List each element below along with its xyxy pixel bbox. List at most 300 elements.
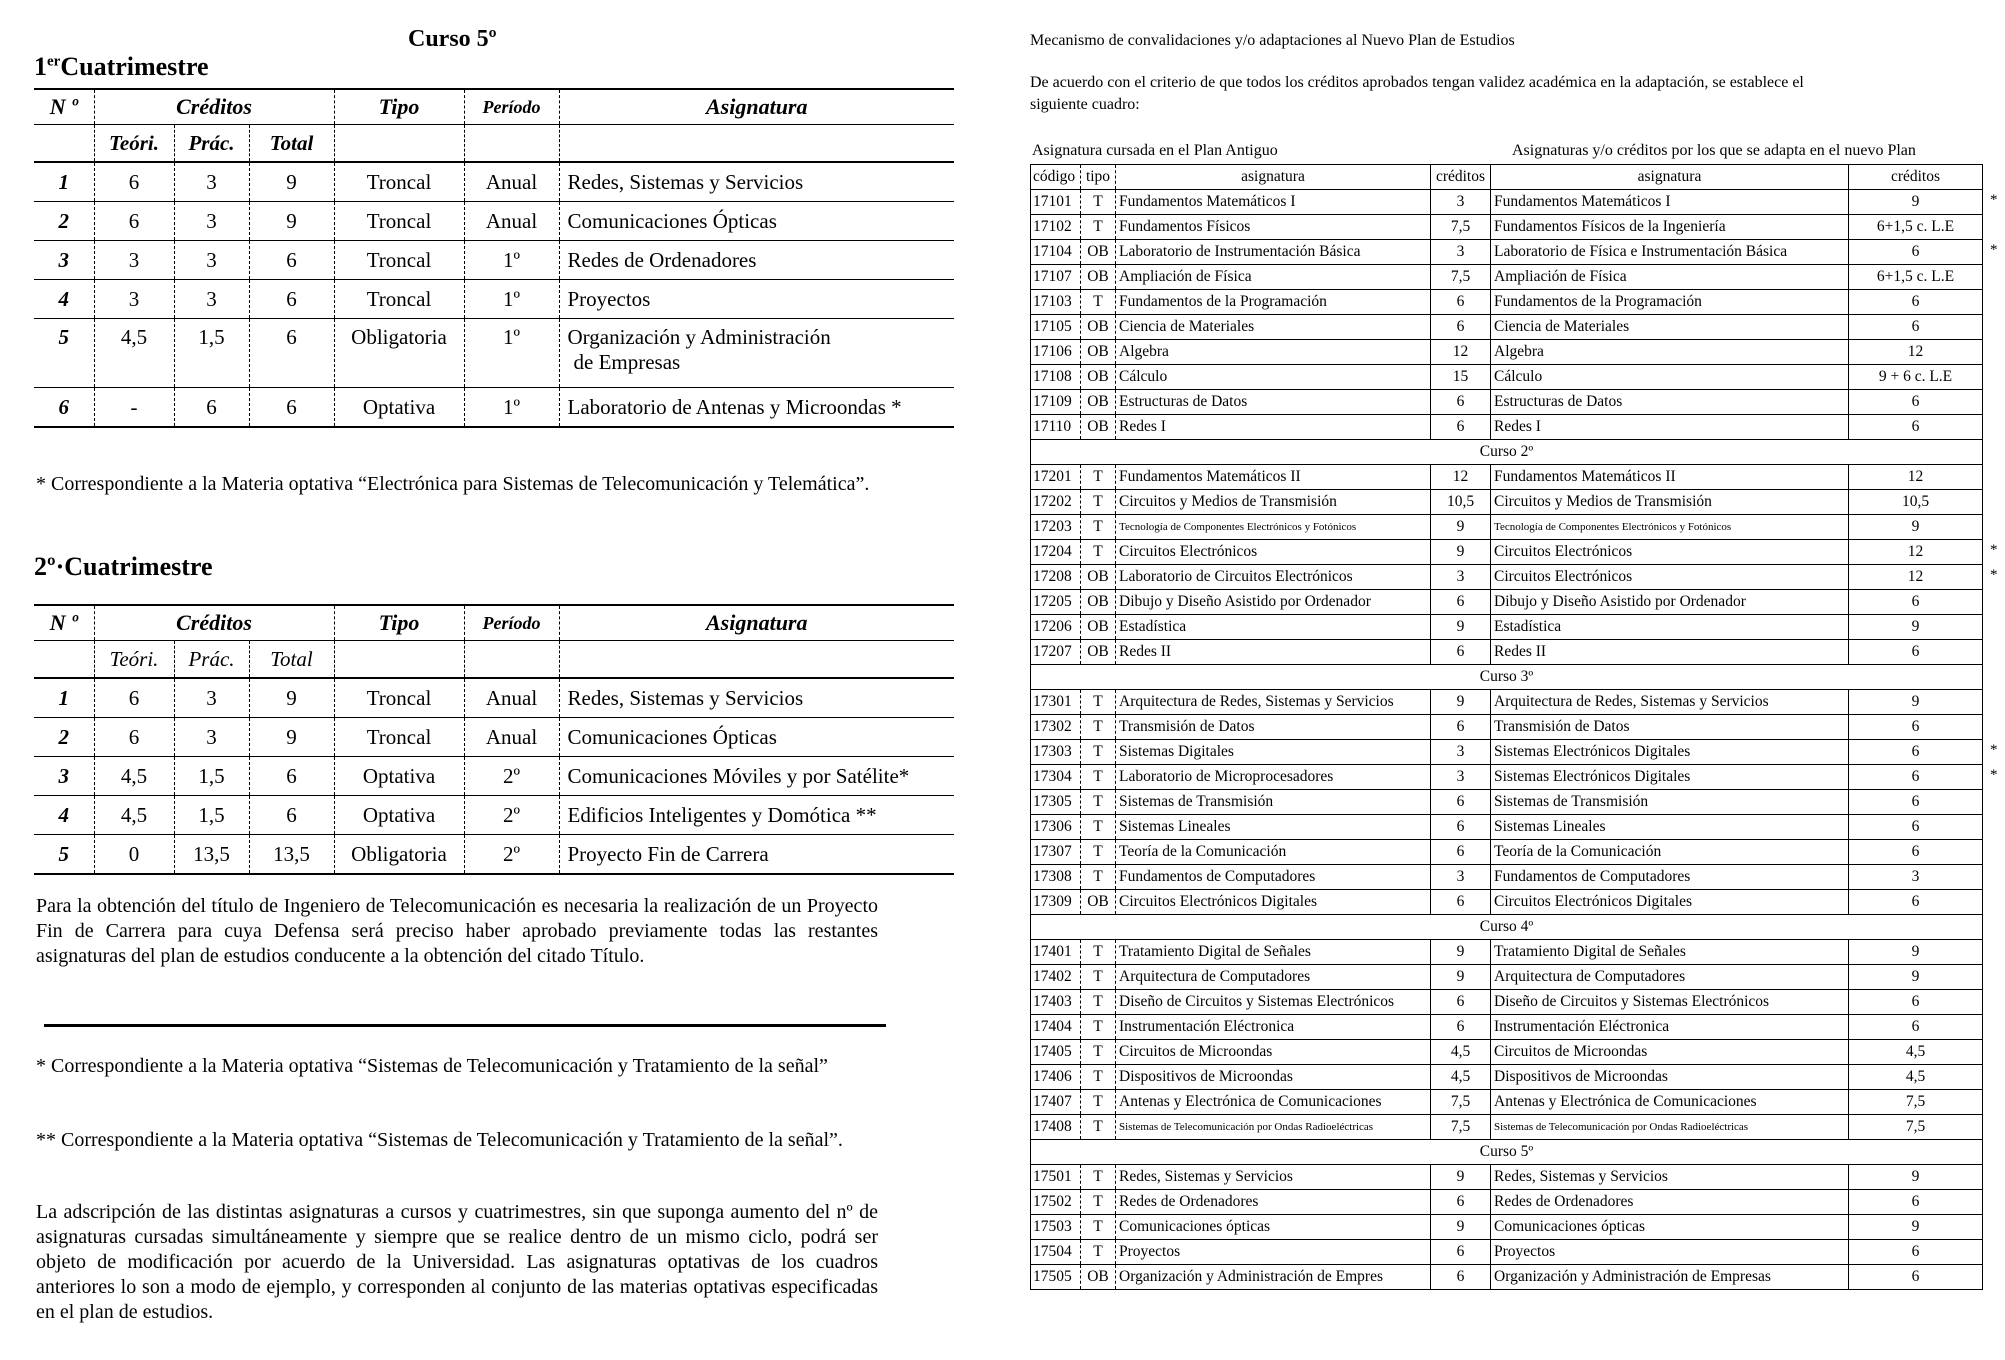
new-credits: 6 (1849, 990, 1983, 1015)
tipo-value: Troncal (334, 718, 464, 757)
new-credits: 6 (1849, 765, 1983, 790)
code-value: 17110 (1031, 415, 1081, 440)
table-row (1031, 1040, 1983, 1065)
new-subject: Redes de Ordenadores (1491, 1190, 1849, 1215)
old-credits: 6 (1431, 590, 1491, 615)
old-subject: Fundamentos de Computadores (1116, 865, 1431, 890)
old-subject: Sistemas Lineales (1116, 815, 1431, 840)
new-subject: Sistemas Lineales (1491, 815, 1849, 840)
total-value: 9 (249, 202, 334, 241)
old-credits: 3 (1431, 565, 1491, 590)
new-subject: Redes II (1491, 640, 1849, 665)
old-credits: 6 (1431, 890, 1491, 915)
tipo-value: T (1081, 465, 1116, 490)
table-row (1031, 790, 1983, 815)
col-codigo: código (1031, 165, 1081, 190)
asignatura-line: Proyectos (567, 286, 651, 311)
tipo-value: T (1081, 815, 1116, 840)
table-row (1031, 1265, 1983, 1290)
code-value: 17404 (1031, 1015, 1081, 1040)
new-subject: Transmisión de Datos (1491, 715, 1849, 740)
new-credits: 6+1,5 c. L.E (1849, 265, 1983, 290)
table-row (1031, 840, 1983, 865)
col-asignatura: Asignatura (559, 89, 954, 125)
new-credits: 12 (1849, 540, 1983, 565)
code-value: 17401 (1031, 940, 1081, 965)
tipo-value: T (1081, 840, 1116, 865)
code-value: 17305 (1031, 790, 1081, 815)
asignatura-line: Redes de Ordenadores (567, 247, 757, 272)
tipo-value: T (1081, 690, 1116, 715)
tipo-value: T (1081, 1090, 1116, 1115)
new-subject: Redes, Sistemas y Servicios (1491, 1165, 1849, 1190)
old-credits: 9 (1431, 615, 1491, 640)
tipo-value: T (1081, 1040, 1116, 1065)
new-subject: Fundamentos Físicos de la Ingeniería (1491, 215, 1849, 240)
code-value: 17103 (1031, 290, 1081, 315)
new-credits: 9 (1849, 940, 1983, 965)
new-subject: Tratamiento Digital de Señales (1491, 940, 1849, 965)
old-plan-heading: Asignatura cursada en el Plan Antiguo (1032, 142, 1278, 159)
new-subject: Estadística (1491, 615, 1849, 640)
old-subject: Sistemas de Telecomunicación por Ondas Radioeléctricas (1116, 1115, 1431, 1140)
old-subject: Circuitos Electrónicos (1116, 540, 1431, 565)
old-credits: 6 (1431, 290, 1491, 315)
tipo-value: Optativa (334, 796, 464, 835)
prac-value: 3 (174, 718, 249, 757)
teori-value: 0 (94, 835, 174, 875)
code-value: 17407 (1031, 1090, 1081, 1115)
tipo-value: OB (1081, 415, 1116, 440)
tipo-value: T (1081, 540, 1116, 565)
tipo-value: OB (1081, 315, 1116, 340)
old-credits: 9 (1431, 965, 1491, 990)
code-value: 17201 (1031, 465, 1081, 490)
tipo-value: Optativa (334, 388, 464, 428)
code-value: 17206 (1031, 615, 1081, 640)
new-subject: Teoría de la Comunicación (1491, 840, 1849, 865)
semester-1-word: Cuatrimestre (60, 52, 209, 81)
table-row (1031, 190, 1983, 215)
table-row (34, 388, 954, 428)
table-row (1031, 1240, 1983, 1265)
table-row (1031, 715, 1983, 740)
asignatura-value (559, 319, 954, 388)
table-row (34, 835, 954, 875)
code-value: 17205 (1031, 590, 1081, 615)
old-credits: 9 (1431, 1215, 1491, 1240)
periodo-value: 1º (464, 388, 559, 428)
prac-value: 3 (174, 678, 249, 718)
tipo-value: T (1081, 740, 1116, 765)
new-subject: Circuitos Electrónicos (1491, 540, 1849, 565)
old-subject: Arquitectura de Redes, Sistemas y Servicios (1116, 690, 1431, 715)
code-value: 17304 (1031, 765, 1081, 790)
old-subject: Ampliación de Física (1116, 265, 1431, 290)
tipo-value: T (1081, 865, 1116, 890)
old-subject: Redes I (1116, 415, 1431, 440)
new-credits: 6 (1849, 815, 1983, 840)
old-subject: Estructuras de Datos (1116, 390, 1431, 415)
new-credits: 6 (1849, 290, 1983, 315)
old-credits: 6 (1431, 715, 1491, 740)
tipo-value: OB (1081, 390, 1116, 415)
teori-value: 6 (94, 202, 174, 241)
code-value: 17309 (1031, 890, 1081, 915)
asignatura-line: Organización y Administración (567, 325, 831, 349)
old-subject: Transmisión de Datos (1116, 715, 1431, 740)
new-credits: 4,5 (1849, 1065, 1983, 1090)
new-subject: Algebra (1491, 340, 1849, 365)
table-row (1031, 365, 1983, 390)
new-subject: Antenas y Electrónica de Comunicaciones (1491, 1090, 1849, 1115)
new-subject: Laboratorio de Física e Instrumentación Básica (1491, 240, 1849, 265)
asterisk-mark: * (1990, 242, 1998, 258)
old-subject: Antenas y Electrónica de Comunicaciones (1116, 1090, 1431, 1115)
old-subject: Estadística (1116, 615, 1431, 640)
new-credits: 9 (1849, 190, 1983, 215)
old-credits: 7,5 (1431, 1115, 1491, 1140)
asterisk-mark: * (1990, 742, 1998, 758)
old-credits: 12 (1431, 465, 1491, 490)
periodo-value: 1º (464, 241, 559, 280)
col-periodo: Período (464, 605, 559, 641)
col-no: N º (34, 89, 94, 125)
old-subject: Fundamentos de la Programación (1116, 290, 1431, 315)
col-periodo: Período (464, 89, 559, 125)
row-number: 2 (34, 202, 94, 241)
col-creditos: Créditos (94, 605, 334, 641)
teori-value: 6 (94, 678, 174, 718)
old-credits: 9 (1431, 515, 1491, 540)
code-value: 17503 (1031, 1215, 1081, 1240)
new-subject: Circuitos de Microondas (1491, 1040, 1849, 1065)
table-row (34, 280, 954, 319)
old-credits: 7,5 (1431, 1090, 1491, 1115)
old-subject: Fundamentos Matemáticos I (1116, 190, 1431, 215)
old-credits: 3 (1431, 765, 1491, 790)
old-credits: 6 (1431, 790, 1491, 815)
new-credits: 6 (1849, 415, 1983, 440)
row-number: 5 (34, 319, 94, 388)
new-credits: 6 (1849, 590, 1983, 615)
asignatura-value (559, 280, 954, 319)
table-row (1031, 690, 1983, 715)
prac-value: 6 (174, 388, 249, 428)
code-value: 17405 (1031, 1040, 1081, 1065)
row-number: 5 (34, 835, 94, 875)
tipo-value: T (1081, 965, 1116, 990)
tipo-value: T (1081, 765, 1116, 790)
course-title: Curso 5º (408, 26, 497, 52)
code-value: 17501 (1031, 1165, 1081, 1190)
old-subject: Dibujo y Diseño Asistido por Ordenador (1116, 590, 1431, 615)
teori-value: 3 (94, 280, 174, 319)
new-credits: 6 (1849, 840, 1983, 865)
new-plan-heading: Asignaturas y/o créditos por los que se adapta en el nuevo Plan (1512, 142, 1916, 159)
tipo-value: T (1081, 715, 1116, 740)
new-credits: 6 (1849, 790, 1983, 815)
tipo-value: OB (1081, 565, 1116, 590)
tipo-value: OB (1081, 265, 1116, 290)
tipo-value: OB (1081, 1265, 1116, 1290)
old-credits: 12 (1431, 340, 1491, 365)
semester-2-word: Cuatrimestre (64, 552, 213, 581)
asignatura-line: Comunicaciones Ópticas (567, 208, 777, 233)
new-subject: Fundamentos de Computadores (1491, 865, 1849, 890)
old-credits: 3 (1431, 240, 1491, 265)
asignatura-value (559, 796, 954, 835)
periodo-value: Anual (464, 162, 559, 202)
table-row (34, 241, 954, 280)
code-value: 17207 (1031, 640, 1081, 665)
section-divider (44, 1024, 886, 1027)
tipo-value: T (1081, 1240, 1116, 1265)
prac-value: 13,5 (174, 835, 249, 875)
col-tipo: Tipo (334, 89, 464, 125)
tipo-value: T (1081, 940, 1116, 965)
periodo-value: 1º (464, 280, 559, 319)
col-teori: Teóri. (94, 641, 174, 679)
asignatura-value (559, 757, 954, 796)
col-creditos: créditos (1431, 165, 1491, 190)
table-row (1031, 865, 1983, 890)
code-value: 17102 (1031, 215, 1081, 240)
convalidation-title: Mecanismo de convalidaciones y/o adaptaciones al Nuevo Plan de Estudios (1030, 32, 1515, 49)
old-credits: 7,5 (1431, 265, 1491, 290)
teori-value: 4,5 (94, 796, 174, 835)
col-total: Total (249, 641, 334, 679)
table-row (1031, 390, 1983, 415)
tipo-value: Optativa (334, 757, 464, 796)
asignatura-value (559, 718, 954, 757)
total-value: 13,5 (249, 835, 334, 875)
old-credits: 10,5 (1431, 490, 1491, 515)
asignatura-line-2: de Empresas (573, 350, 681, 374)
tipo-value: T (1081, 1165, 1116, 1190)
tipo-value: T (1081, 1065, 1116, 1090)
footnote-2: * Correspondiente a la Materia optativa “Sistemas de Telecomunicación y Tratamiento de la señal” (36, 1055, 828, 1077)
old-subject: Proyectos (1116, 1240, 1431, 1265)
old-subject: Ciencia de Materiales (1116, 315, 1431, 340)
new-subject: Circuitos Electrónicos (1491, 565, 1849, 590)
old-subject: Organización y Administración de Empres (1116, 1265, 1431, 1290)
tipo-value: T (1081, 1015, 1116, 1040)
asignatura-line: Edificios Inteligentes y Domótica ** (567, 802, 877, 827)
table-row (1031, 240, 1983, 265)
row-number: 1 (34, 162, 94, 202)
new-credits: 9 (1849, 515, 1983, 540)
new-subject: Estructuras de Datos (1491, 390, 1849, 415)
old-subject: Instrumentación Eléctronica (1116, 1015, 1431, 1040)
row-number: 3 (34, 241, 94, 280)
col-prac: Prác. (174, 641, 249, 679)
course-section-row (1031, 665, 1983, 690)
teori-value: 6 (94, 718, 174, 757)
old-subject: Comunicaciones ópticas (1116, 1215, 1431, 1240)
new-subject: Fundamentos Matemáticos II (1491, 465, 1849, 490)
table-row (1031, 765, 1983, 790)
new-subject: Instrumentación Eléctronica (1491, 1015, 1849, 1040)
new-subject: Dispositivos de Microondas (1491, 1065, 1849, 1090)
new-subject: Dibujo y Diseño Asistido por Ordenador (1491, 590, 1849, 615)
old-subject: Redes II (1116, 640, 1431, 665)
new-subject: Proyectos (1491, 1240, 1849, 1265)
new-credits: 6 (1849, 1240, 1983, 1265)
new-subject: Fundamentos de la Programación (1491, 290, 1849, 315)
asterisk-mark: * (1990, 542, 1998, 558)
new-subject: Cálculo (1491, 365, 1849, 390)
old-subject: Arquitectura de Computadores (1116, 965, 1431, 990)
teori-value: 6 (94, 162, 174, 202)
old-credits: 6 (1431, 1015, 1491, 1040)
semester-2-table (34, 604, 954, 875)
tipo-value: T (1081, 1215, 1116, 1240)
old-subject: Tratamiento Digital de Señales (1116, 940, 1431, 965)
old-subject: Diseño de Circuitos y Sistemas Electrónicos (1116, 990, 1431, 1015)
asignatura-value (559, 202, 954, 241)
new-credits: 6 (1849, 390, 1983, 415)
table-row (1031, 1190, 1983, 1215)
old-credits: 6 (1431, 1190, 1491, 1215)
code-value: 17104 (1031, 240, 1081, 265)
table-row (1031, 315, 1983, 340)
col-no: N º (34, 605, 94, 641)
prac-value: 1,5 (174, 319, 249, 388)
row-number: 6 (34, 388, 94, 428)
col-creditos-nuevos: créditos (1849, 165, 1983, 190)
asignatura-value (559, 388, 954, 428)
code-value: 17505 (1031, 1265, 1081, 1290)
row-number: 3 (34, 757, 94, 796)
new-subject: Arquitectura de Redes, Sistemas y Servicios (1491, 690, 1849, 715)
tipo-value: OB (1081, 240, 1116, 265)
new-credits: 6 (1849, 715, 1983, 740)
new-credits: 6+1,5 c. L.E (1849, 215, 1983, 240)
asignatura-line: Proyecto Fin de Carrera (567, 841, 769, 866)
adscripcion-paragraph: La adscripción de las distintas asignaturas a cursos y cuatrimestres, sin que suponga aumento del nº de asignaturas cursadas simultáneamente y siempre que se realice dentro de un mismo ciclo, podrá ser objeto de modificación por acuerdo de la Universidad. Las asignaturas optativas de los cuadros anteriores lo son a modo de ejemplo, y corresponden al conjunto de las materias optativas especificadas en el plan de estudios. (36, 1201, 878, 1323)
prac-value: 3 (174, 202, 249, 241)
new-credits: 6 (1849, 1265, 1983, 1290)
semester-2-title: 2º·Cuatrimestre (34, 552, 213, 581)
new-subject: Circuitos Electrónicos Digitales (1491, 890, 1849, 915)
table-row (1031, 890, 1983, 915)
old-credits: 6 (1431, 1265, 1491, 1290)
teori-value: 3 (94, 241, 174, 280)
code-value: 17203 (1031, 515, 1081, 540)
asignatura-line: Redes, Sistemas y Servicios (567, 169, 804, 194)
old-subject: Laboratorio de Instrumentación Básica (1116, 240, 1431, 265)
code-value: 17307 (1031, 840, 1081, 865)
new-credits: 9 (1849, 965, 1983, 990)
new-subject: Sistemas Electrónicos Digitales (1491, 765, 1849, 790)
old-credits: 6 (1431, 990, 1491, 1015)
row-number: 4 (34, 796, 94, 835)
total-value: 6 (249, 757, 334, 796)
new-subject: Organización y Administración de Empresas (1491, 1265, 1849, 1290)
semester-1-title (34, 52, 209, 82)
table-row (1031, 415, 1983, 440)
table-row (34, 202, 954, 241)
old-credits: 9 (1431, 690, 1491, 715)
table-header-row (34, 605, 954, 641)
periodo-value: 2º (464, 796, 559, 835)
total-value: 6 (249, 319, 334, 388)
table-row (34, 718, 954, 757)
convalidation-intro: De acuerdo con el criterio de que todos los créditos aprobados tengan validez académica en la adaptación, se establece el siguiente cuadro: (1030, 74, 1804, 113)
new-subject: Ciencia de Materiales (1491, 315, 1849, 340)
code-value: 17109 (1031, 390, 1081, 415)
table-row (1031, 215, 1983, 240)
old-credits: 4,5 (1431, 1065, 1491, 1090)
table-row (34, 678, 954, 718)
tipo-value: OB (1081, 890, 1116, 915)
tipo-value: T (1081, 1115, 1116, 1140)
new-credits: 9 (1849, 690, 1983, 715)
old-credits: 9 (1431, 940, 1491, 965)
tipo-value: OB (1081, 340, 1116, 365)
asignatura-value (559, 678, 954, 718)
new-credits: 6 (1849, 640, 1983, 665)
row-number: 2 (34, 718, 94, 757)
asterisk-mark: * (1990, 767, 1998, 783)
new-subject: Sistemas Electrónicos Digitales (1491, 740, 1849, 765)
code-value: 17208 (1031, 565, 1081, 590)
new-subject: Arquitectura de Computadores (1491, 965, 1849, 990)
asignatura-line: Redes, Sistemas y Servicios (567, 685, 804, 710)
tipo-value: Troncal (334, 280, 464, 319)
col-asignatura: Asignatura (559, 605, 954, 641)
old-credits: 15 (1431, 365, 1491, 390)
periodo-value: 1º (464, 319, 559, 388)
table-row (1031, 990, 1983, 1015)
tipo-value: T (1081, 190, 1116, 215)
old-subject: Circuitos Electrónicos Digitales (1116, 890, 1431, 915)
table-row (1031, 1065, 1983, 1090)
old-subject: Fundamentos Físicos (1116, 215, 1431, 240)
old-credits: 6 (1431, 1240, 1491, 1265)
tipo-value: Troncal (334, 241, 464, 280)
new-credits: 9 (1849, 1215, 1983, 1240)
code-value: 17403 (1031, 990, 1081, 1015)
table-subheader-row (34, 125, 954, 163)
course-section-label: Curso 2º (1031, 440, 1983, 465)
asignatura-line: Laboratorio de Antenas y Microondas * (567, 394, 902, 419)
old-credits: 3 (1431, 190, 1491, 215)
table-row (1031, 1015, 1983, 1040)
old-credits: 9 (1431, 1165, 1491, 1190)
new-subject: Sistemas de Transmisión (1491, 790, 1849, 815)
table-row (1031, 515, 1983, 540)
new-credits: 9 (1849, 615, 1983, 640)
old-credits: 6 (1431, 315, 1491, 340)
row-number: 1 (34, 678, 94, 718)
asignatura-value (559, 241, 954, 280)
code-value: 17105 (1031, 315, 1081, 340)
convalidation-header-row (1031, 165, 1983, 190)
tipo-value: T (1081, 990, 1116, 1015)
col-tipo: Tipo (334, 605, 464, 641)
semester-1-table (34, 88, 954, 428)
footnote-1: * Correspondiente a la Materia optativa “Electrónica para Sistemas de Telecomunicación y Telemática”. (36, 473, 870, 495)
new-subject: Sistemas de Telecomunicación por Ondas Radioeléctricas (1491, 1115, 1849, 1140)
old-subject: Teoría de la Comunicación (1116, 840, 1431, 865)
table-row (1031, 290, 1983, 315)
new-credits: 9 (1849, 1165, 1983, 1190)
code-value: 17301 (1031, 690, 1081, 715)
semester-1-number: 1 (34, 52, 47, 81)
periodo-value: Anual (464, 678, 559, 718)
